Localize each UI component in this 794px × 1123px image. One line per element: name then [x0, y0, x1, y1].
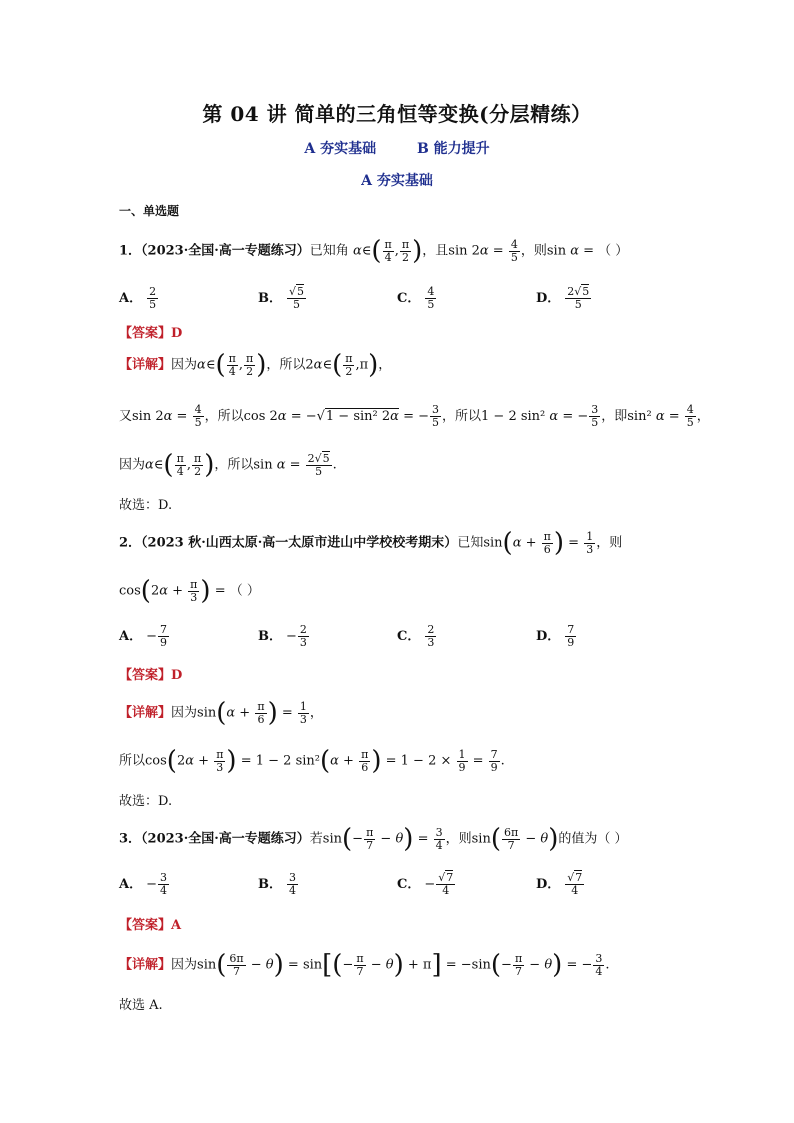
q2-detail-2: 所以cos(2α + $\frac{\pi}{3}$ ) = 1 − 2 sin²(α + $\frac{\pi}{6}$ ) = 1 − 2 × $\frac{1}{9}$ = $\frac{7}{9}$ .	[119, 746, 505, 776]
question-2: 2．（2023 秋·山西太原·高一太原市进山中学校校考期末）已知sin(α + $\frac{\pi}{6}$ ) = $\frac{1}{3}$ ，则	[119, 528, 623, 558]
q3-conclusion: 故选 A.	[119, 998, 163, 1013]
q3-detail-1: 【详解】因为sin( $\frac{6\pi}{7}$ − θ) = sin[(− $\frac{\pi}{7}$ − θ) + π] = −sin(− $\frac{\pi}{7}$ − θ) = − $\frac{3}{4}$ .	[119, 950, 610, 980]
section-heading: 一、单选题	[119, 204, 180, 218]
section-subtitle: A 夯实基础	[361, 173, 433, 189]
link-advanced[interactable]: B 能力提升	[416, 141, 490, 157]
q1-option-a[interactable]: A． $\frac{2}{5}$	[119, 285, 157, 311]
q2-option-d[interactable]: D． $\frac{7}{9}$	[536, 623, 575, 649]
q2-detail-1: 【详解】因为sin(α + $\frac{\pi}{6}$ ) = $\frac{1}{3}$ ，	[119, 698, 323, 728]
q2-option-b[interactable]: B． − $\frac{2}{3}$	[258, 623, 307, 649]
q2-option-c[interactable]: C． $\frac{2}{3}$	[397, 623, 435, 649]
link-basic[interactable]: A 夯实基础	[304, 141, 377, 157]
q3-option-b[interactable]: B． $\frac{3}{4}$	[258, 871, 296, 897]
q2-option-a[interactable]: A． − $\frac{7}{9}$	[119, 623, 167, 649]
level-links	[0, 138, 794, 158]
q1-detail-1: 【详解】因为α∈( $\frac{\pi}{4}$ , $\frac{\pi}{2}$ )，所以2α∈( $\frac{\pi}{2}$ ,π)，	[119, 350, 392, 380]
question-2-cont: cos(2α + $\frac{\pi}{3}$ ) = （ ）	[119, 576, 260, 606]
q1-detail-2: 又sin 2α = $\frac{4}{5}$ ，所以cos 2α = −√1 − sin² 2α = − $\frac{3}{5}$ ，所以1 − 2 sin² α = − $\frac{3}{5}$ ，即sin² α = $\frac{4}{5}$ ，	[119, 403, 710, 429]
q3-answer: 【答案】A	[119, 918, 182, 933]
page-title: 第 04 讲 简单的三角恒等变换(分层精练）	[202, 102, 592, 126]
q2-conclusion: 故选：D.	[119, 794, 173, 809]
q1-conclusion: 故选：D.	[119, 498, 173, 513]
q3-option-d[interactable]: D． $\frac{√7}{4}$	[536, 871, 583, 897]
q1-option-d[interactable]: D． $\frac{2√5}{5}$	[536, 285, 590, 311]
q1-detail-3: 因为α∈( $\frac{\pi}{4}$ , $\frac{\pi}{2}$ )，所以sin α = $\frac{2√5}{5}$ .	[119, 450, 337, 480]
question-1: 1．（2023·全国·高一专题练习）已知角 α∈( $\frac{\pi}{4}$ , $\frac{\pi}{2}$ )，且sin 2α = $\frac{4}{5}$ ，则sin α = （ ）	[119, 236, 629, 266]
q2-answer: 【答案】D	[119, 668, 183, 683]
q3-option-c[interactable]: C． − $\frac{√7}{4}$	[397, 871, 454, 897]
q1-answer: 【答案】D	[119, 326, 183, 341]
q1-option-b[interactable]: B． $\frac{√5}{5}$	[258, 285, 305, 311]
q3-option-a[interactable]: A． − $\frac{3}{4}$	[119, 871, 167, 897]
q1-option-c[interactable]: C． $\frac{4}{5}$	[397, 285, 435, 311]
question-3: 3．（2023·全国·高一专题练习）若sin(− $\frac{\pi}{7}$ − θ) = $\frac{3}{4}$ ，则sin( $\frac{6\pi}{7}$ − θ)的值为（ ）	[119, 824, 628, 854]
